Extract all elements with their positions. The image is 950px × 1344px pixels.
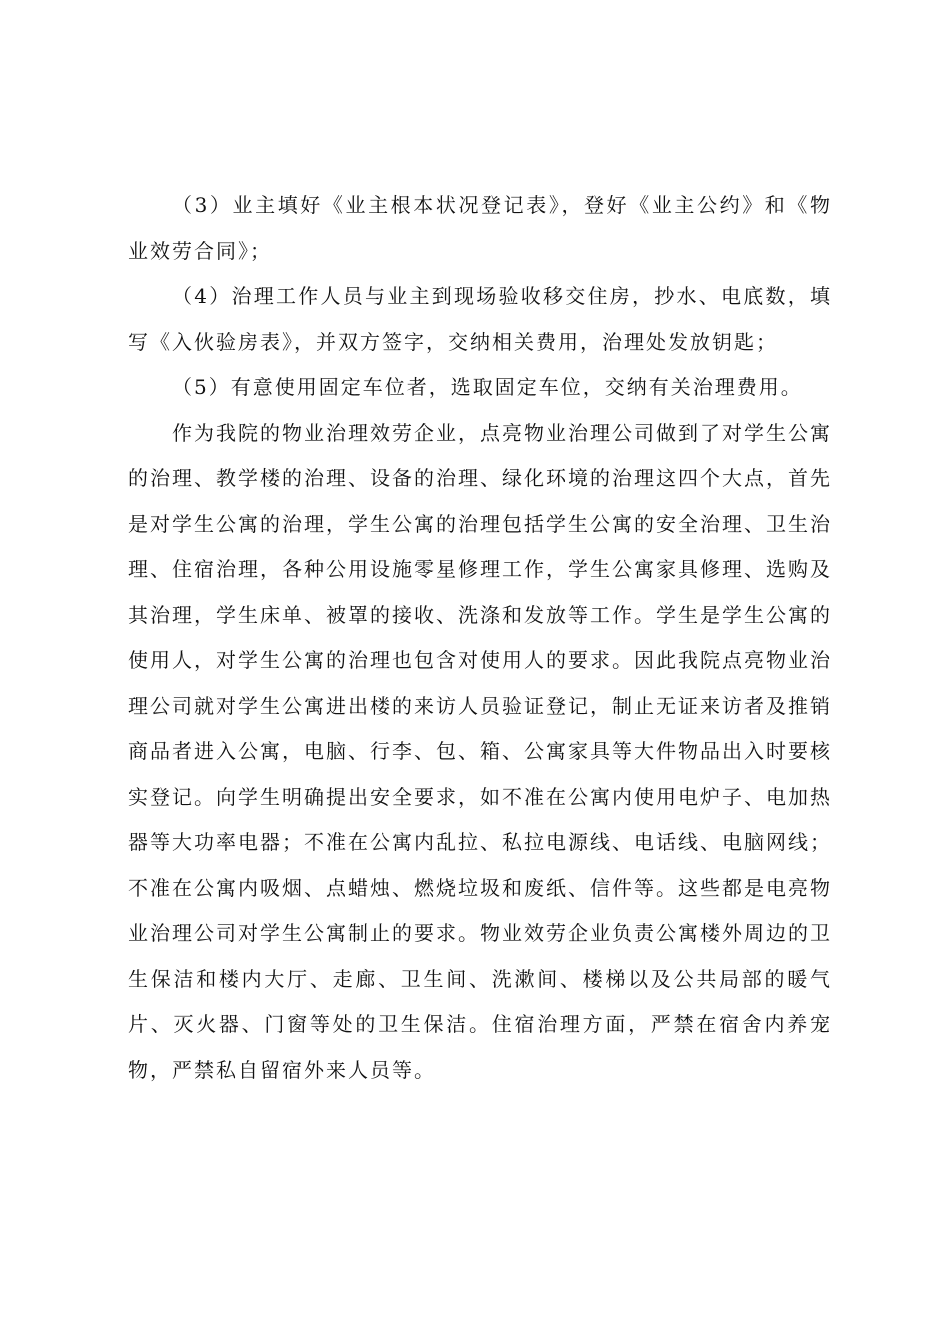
paragraph-step-4: （4）治理工作人员与业主到现场验收移交住房，抄水、电底数，填写《入伙验房表》，并双方签字，交纳相关费用，治理处发放钥匙；: [128, 284, 832, 354]
document-body: [128, 183, 832, 1093]
paragraph-step-5: （5）有意使用固定车位者，选取固定车位，交纳有关治理费用。: [172, 375, 803, 399]
paragraph-dormitory-management: 作为我院的物业治理效劳企业，点亮物业治理公司做到了对学生公寓的治理、教学楼的治理、设备的治理、绿化环境的治理这四个大点，首先是对学生公寓的治理，学生公寓的治理包括学生公寓的安全治理、卫生治理、住宿治理，各种公用设施零星修理工作，学生公寓家具修理、选购及其治理，学生床单、被罩的接收、洗涤和发放等工作。学生是学生公寓的使用人，对学生公寓的治理也包含对使用人的要求。因此我院点亮物业治理公司就对学生公寓进出楼的来访人员验证登记，制止无证来访者及推销商品者进入公寓，电脑、行李、包、箱、公寓家具等大件物品出入时要核实登记。向学生明确提出安全要求，如不准在公寓内使用电炉子、电加热器等大功率电器；不准在公寓内乱拉、私拉电源线、电话线、电脑网线；不准在公寓内吸烟、点蜡烛、燃烧垃圾和废纸、信件等。这些都是电亮物业治理公司对学生公寓制止的要求。物业效劳企业负责公寓楼外周边的卫生保洁和楼内大厅、走廊、卫生间、洗漱间、楼梯以及公共局部的暖气片、灭火器、门窗等处的卫生保洁。住宿治理方面，严禁在宿舍内养宠物，严禁私自留宿外来人员等。: [128, 420, 832, 1082]
paragraph-step-3: （3）业主填好《业主根本状况登记表》，登好《业主公约》和《物业效劳合同》；: [128, 193, 832, 263]
